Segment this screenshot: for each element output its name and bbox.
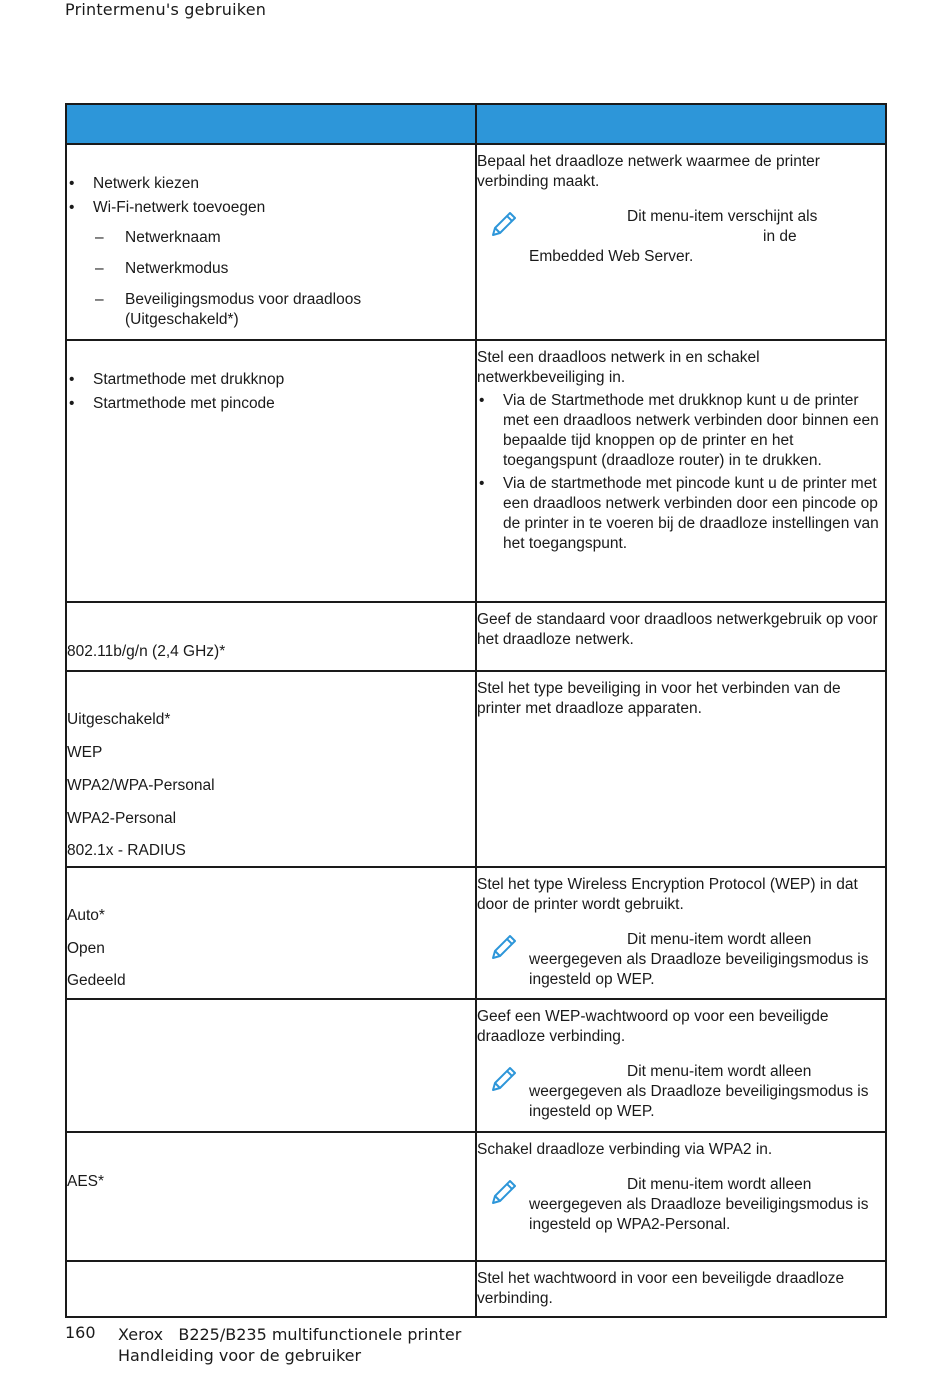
pencil-icon (489, 1177, 519, 1207)
menu-item-cell (66, 1132, 476, 1261)
description-text: Stel een draadloos netwerk in en schakel netwerkbeveiliging in. (477, 349, 760, 386)
list-item: – Netwerknaam (95, 229, 221, 246)
menu-item-cell (66, 671, 476, 867)
table-row (66, 144, 886, 340)
option-value: 802.1x - RADIUS (67, 842, 186, 859)
table-row (66, 602, 886, 671)
table-row (66, 340, 886, 602)
pencil-icon (489, 932, 519, 962)
description-text: Stel het type beveiliging in voor het verbinden van de printer met draadloze apparaten. (477, 680, 841, 717)
running-head: Printermenu's gebruiken (65, 0, 267, 19)
description-text: Geef de standaard voor draadloos netwerkgebruik op voor het draadloze netwerk. (477, 611, 878, 648)
list-item: – Netwerkmodus (95, 260, 229, 277)
note-text: weergegeven als Draadloze beveiligingsmodus is ingesteld op WEP. (529, 951, 869, 988)
table-row (66, 1132, 886, 1261)
option-value: Gedeeld (67, 972, 126, 989)
table-row (66, 671, 886, 867)
description-text: Stel het wachtwoord in voor een beveiligde draadloze verbinding. (477, 1270, 845, 1307)
list-item: • Via de startmethode met pincode kunt u de printer met een draadloos netwerk verbinden door een pincode op de printer in te voeren bij de draadloze instellingen van het toegangspunt. (479, 475, 879, 552)
product-name: Xerox B225/B235 multifunctionele printer (118, 1325, 462, 1344)
menu-item-cell (66, 340, 476, 602)
option-value: WEP (67, 744, 103, 761)
description-cell (476, 1261, 886, 1317)
table-row (66, 867, 886, 999)
description-text: Schakel draadloze verbinding via WPA2 in. (477, 1141, 773, 1158)
description-cell (476, 999, 886, 1132)
description-cell (476, 671, 886, 867)
header-cell-menu-item (66, 104, 476, 144)
note-text: Dit menu-item verschijnt als (627, 208, 818, 225)
list-item: • Startmethode met drukknop (69, 371, 285, 388)
note-text: Dit menu-item wordt alleen (627, 931, 812, 948)
list-item: • Netwerk kiezen (69, 175, 199, 192)
description-cell (476, 867, 886, 999)
pencil-icon (489, 209, 519, 239)
menu-item-cell (66, 1261, 476, 1317)
description-text: Geef een WEP-wachtwoord op voor een beveiligde draadloze verbinding. (477, 1008, 829, 1045)
note (477, 1175, 885, 1235)
page-number: 160 (65, 1323, 96, 1342)
list-item: • Via de Startmethode met drukknop kunt u de printer met een draadloos netwerk verbinden door binnen een bepaalde tijd knoppen op de printer en het toegangspunt (draadloze router) in te drukken. (479, 392, 879, 469)
list-item: • Wi-Fi-netwerk toevoegen (69, 199, 266, 216)
description-cell (476, 340, 886, 602)
note-text: weergegeven als Draadloze beveiligingsmodus is ingesteld op WPA2-Personal. (529, 1196, 869, 1233)
note-text: Embedded Web Server. (529, 248, 694, 265)
description-cell (476, 1132, 886, 1261)
note-text: in de (763, 228, 797, 245)
header-cell-description (476, 104, 886, 144)
note-text: Dit menu-item wordt alleen (627, 1063, 812, 1080)
option-value: WPA2/WPA-Personal (67, 777, 215, 794)
option-value: AES* (67, 1173, 105, 1190)
list-item: – Beveiligingsmodus voor draadloos (Uitgeschakeld*) (95, 291, 362, 328)
table-row (66, 999, 886, 1132)
option-value: Auto* (67, 907, 105, 924)
menu-table (65, 103, 887, 1318)
note (477, 930, 885, 990)
pencil-icon (489, 1064, 519, 1094)
option-value: Uitgeschakeld* (67, 711, 171, 728)
table-header-row (66, 104, 886, 144)
description-text: Bepaal het draadloze netwerk waarmee de printer verbinding maakt. (477, 153, 820, 190)
menu-item-cell (66, 999, 476, 1132)
menu-item-cell (66, 867, 476, 999)
note-text: weergegeven als Draadloze beveiligingsmodus is ingesteld op WEP. (529, 1083, 869, 1120)
list-item: • Startmethode met pincode (69, 395, 275, 412)
note (477, 1062, 885, 1122)
menu-item-cell (66, 602, 476, 671)
option-value: 802.11b/g/n (2,4 GHz)* (67, 643, 226, 660)
description-cell (476, 602, 886, 671)
option-value: WPA2-Personal (67, 810, 177, 827)
description-text: Stel het type Wireless Encryption Protocol (WEP) in dat door de printer wordt gebruikt. (477, 876, 858, 913)
note-text: Dit menu-item wordt alleen (627, 1176, 812, 1193)
table-row (66, 1261, 886, 1317)
option-value: Open (67, 940, 105, 957)
guide-title: Handleiding voor de gebruiker (118, 1346, 362, 1365)
menu-item-cell (66, 144, 476, 340)
description-cell (476, 144, 886, 340)
note (477, 207, 885, 267)
